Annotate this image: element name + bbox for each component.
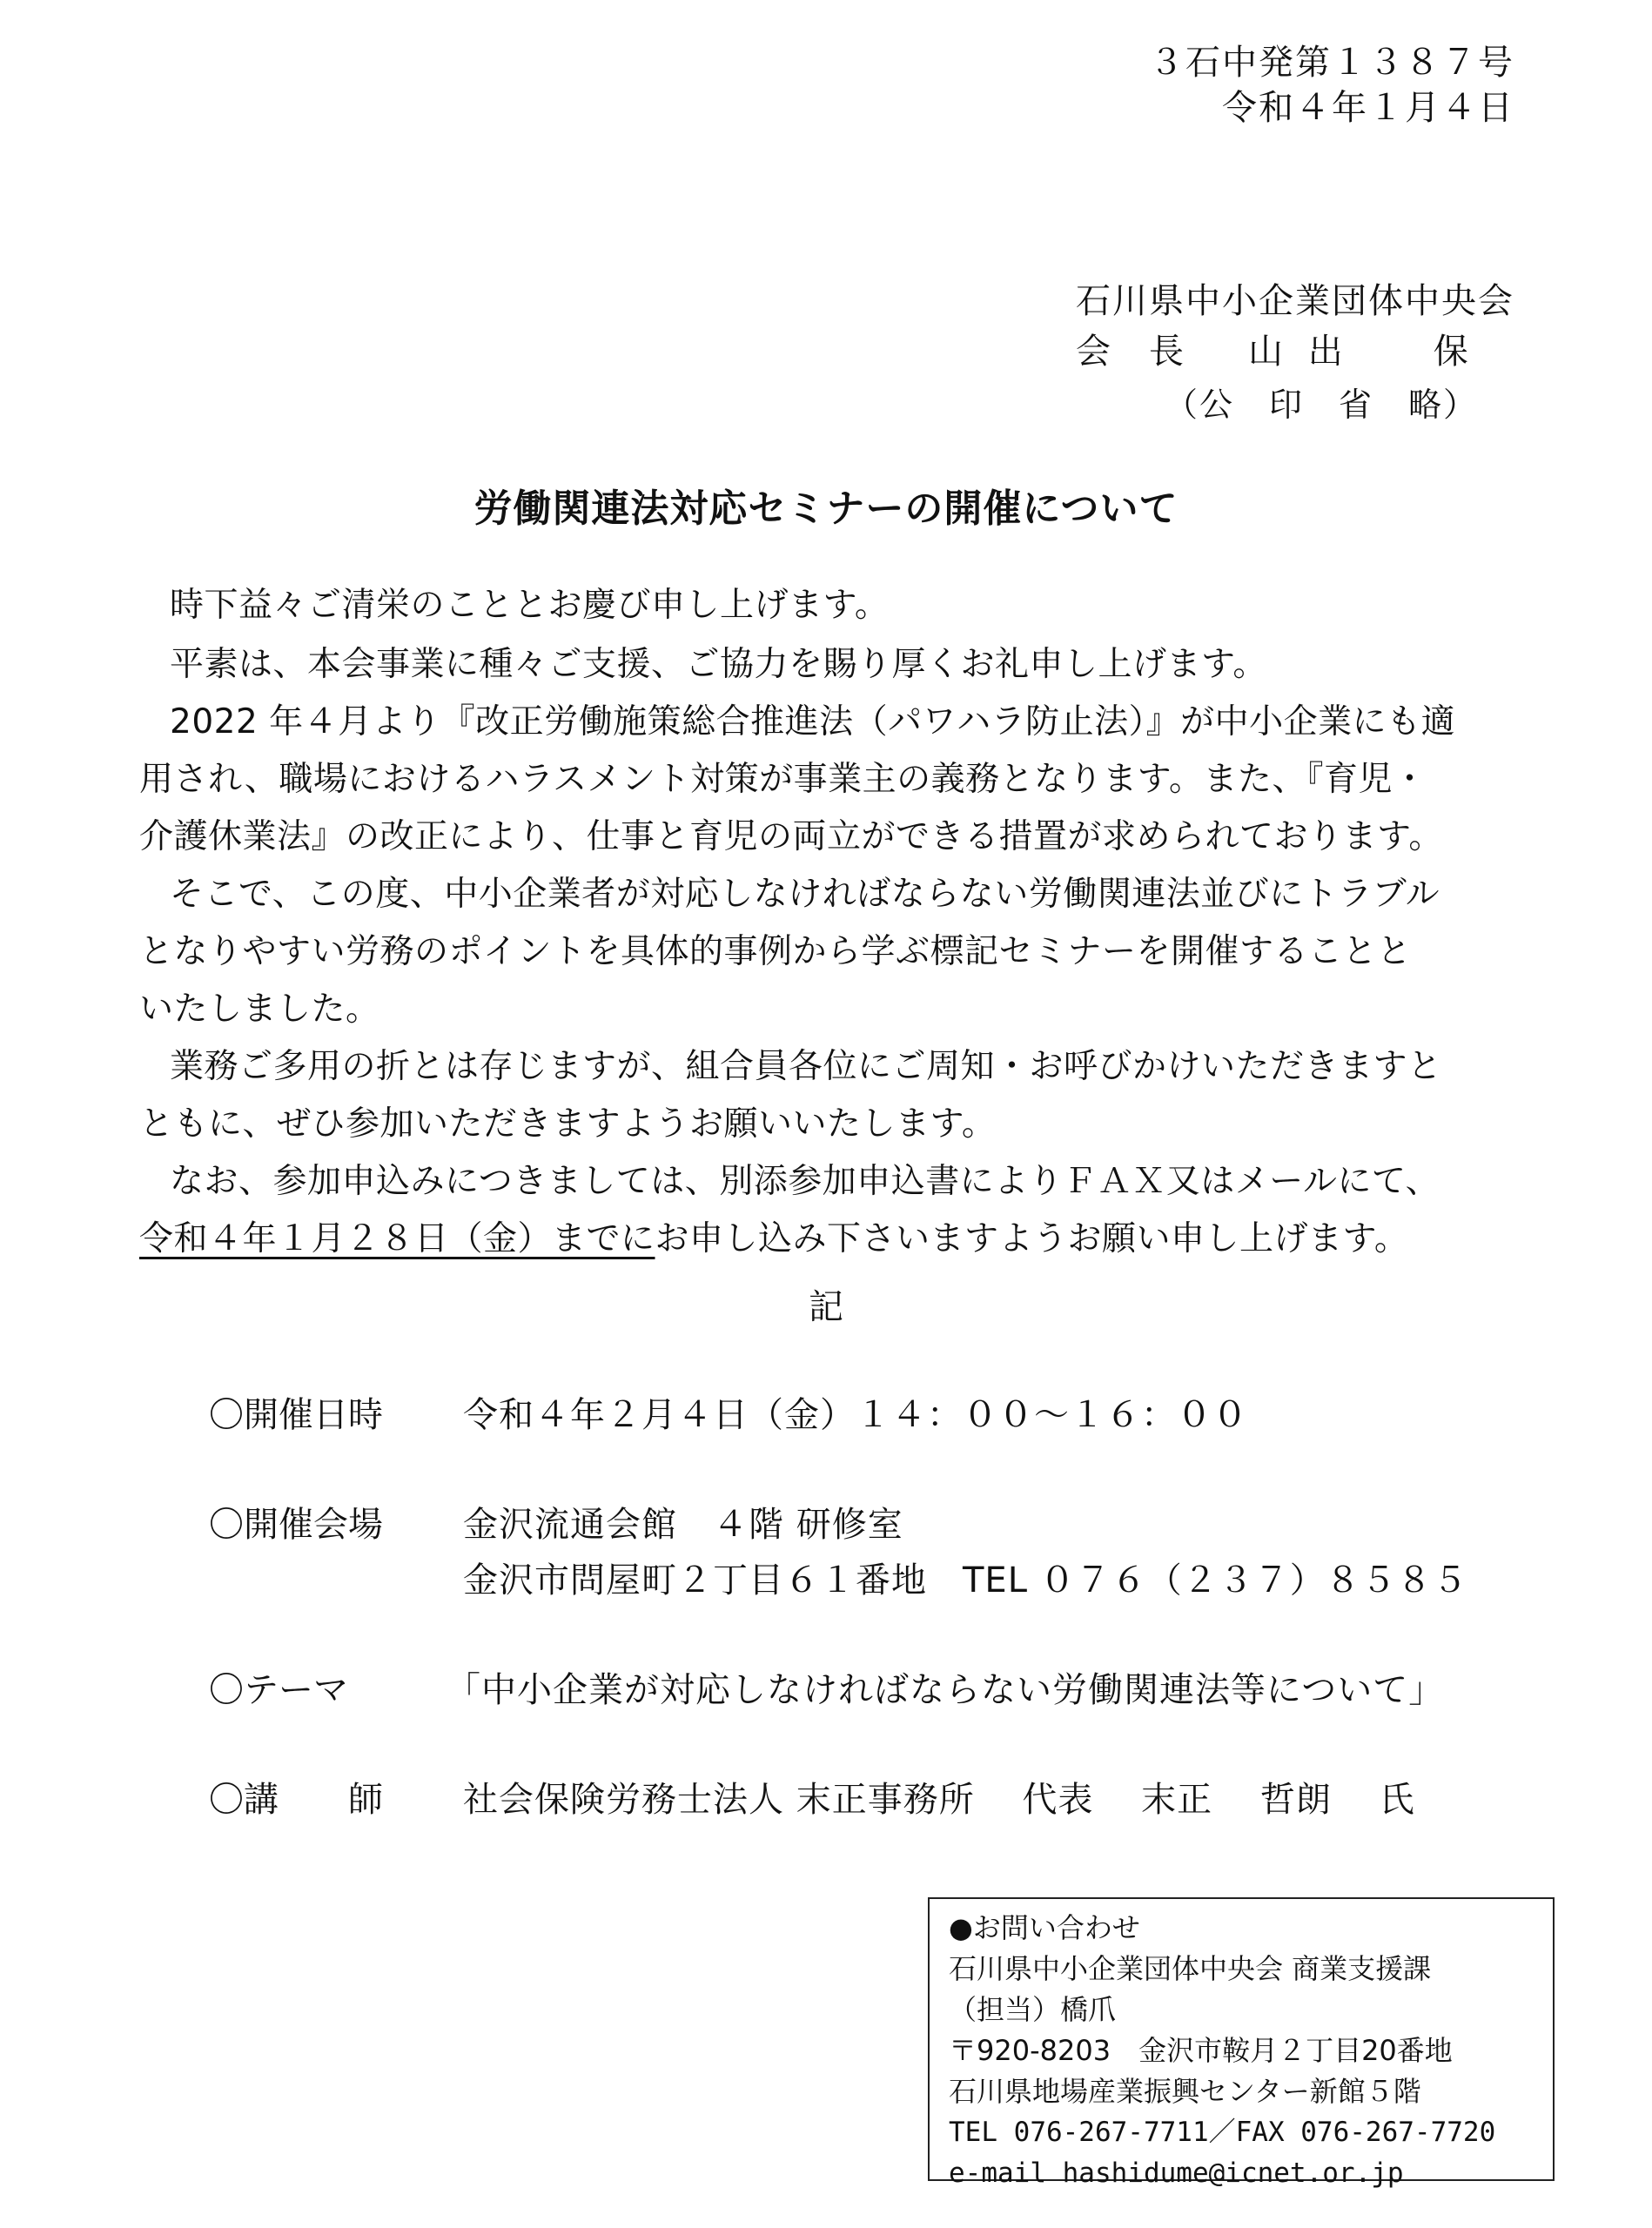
contact-email: e-mail hashidume@icnet.or.jp: [949, 2158, 1404, 2189]
body-line-3: 2022 年４月より『改正労働施策総合推進法（パワハラ防止法）』が中小企業にも適: [170, 702, 1456, 742]
detail-label-datetime: 〇開催日時: [209, 1395, 383, 1435]
contact-organization: 石川県中小企業団体中央会 商業支援課: [949, 1952, 1432, 1985]
body-line-12-rest: お申し込み下さいますようお願い申し上げます。: [655, 1219, 1409, 1258]
document-title: 労働関連法対応セミナーの開催について: [473, 487, 1179, 531]
body-line-6: そこで、この度、中小企業者が対応しなければならない労働関連法並びにトラブル: [170, 875, 1440, 914]
contact-box: [928, 1897, 1555, 2189]
body-line-12: [139, 1211, 1408, 1260]
body-line-8: いたしました。: [139, 990, 380, 1029]
body-line-9: 業務ご多用の折とは存じますが、組合員各位にご周知・お呼びかけいただきますと: [170, 1047, 1442, 1086]
body-line-11: なお、参加申込みにつきましては、別添参加申込書によりＦＡＸ又はメールにて、: [170, 1162, 1440, 1201]
sender-title: 会 長: [1076, 332, 1185, 372]
body-line-10: ともに、ぜひ参加いただきますようお願いいたします。: [139, 1104, 997, 1144]
detail-label-theme: 〇テーマ: [209, 1670, 348, 1710]
document-date: 令和４年１月４日: [1222, 88, 1514, 128]
detail-value-venue-address: 金沢市問屋町２丁目６１番地 TEL ０７６（２３７）８５８５: [463, 1560, 1468, 1601]
contact-phone: TEL 076-267-7711／FAX 076-267-7720: [949, 2117, 1496, 2148]
contact-person: （担当）橋爪: [949, 1993, 1117, 2026]
contact-address-1: 〒920-8203 金沢市鞍月２丁目20番地: [949, 2034, 1453, 2067]
seal-omitted-note: （公 印 省 略）: [1165, 386, 1479, 424]
detail-label-lecturer: 〇講 師: [209, 1780, 383, 1820]
body-line-5: 介護休業法』の改正により、仕事と育児の両立ができる措置が求められております。: [139, 817, 1443, 856]
detail-value-venue: 金沢流通会館 ４階 研修室: [463, 1505, 903, 1545]
contact-address-2: 石川県地場産業振興センター新館５階: [949, 2075, 1421, 2108]
detail-value-datetime: 令和４年２月４日（金）１４：００～１６：００: [463, 1395, 1248, 1435]
sender-name: 山 出 保: [1248, 332, 1475, 372]
detail-value-lecturer: 社会保険労務士法人 末正事務所 代表 末正 哲朗 氏: [463, 1780, 1415, 1820]
body-line-7: となりやすい労務のポイントを具体的事例から学ぶ標記セミナーを開催することと: [139, 932, 1412, 971]
ki-heading: 記: [809, 1287, 843, 1327]
sender-organization: 石川県中小企業団体中央会: [1076, 281, 1514, 321]
detail-label-venue: 〇開催会場: [209, 1505, 383, 1545]
document-number: ３石中発第１３８７号: [1149, 43, 1514, 83]
body-line-2: 平素は、本会事業に種々ご支援、ご協力を賜り厚くお礼申し上げます。: [170, 645, 1267, 684]
contact-heading: ●お問い合わせ: [949, 1911, 1140, 1944]
body-line-1: 時下益々ご清栄のこととお慶び申し上げます。: [170, 586, 890, 625]
detail-value-theme: 「中小企業が対応しなければならない労働関連法等について」: [446, 1670, 1445, 1710]
application-deadline: 令和４年１月２８日（金）までに: [139, 1219, 655, 1258]
body-line-4: 用され、職場におけるハラスメント対策が事業主の義務となります。また、『育児・: [139, 760, 1427, 799]
